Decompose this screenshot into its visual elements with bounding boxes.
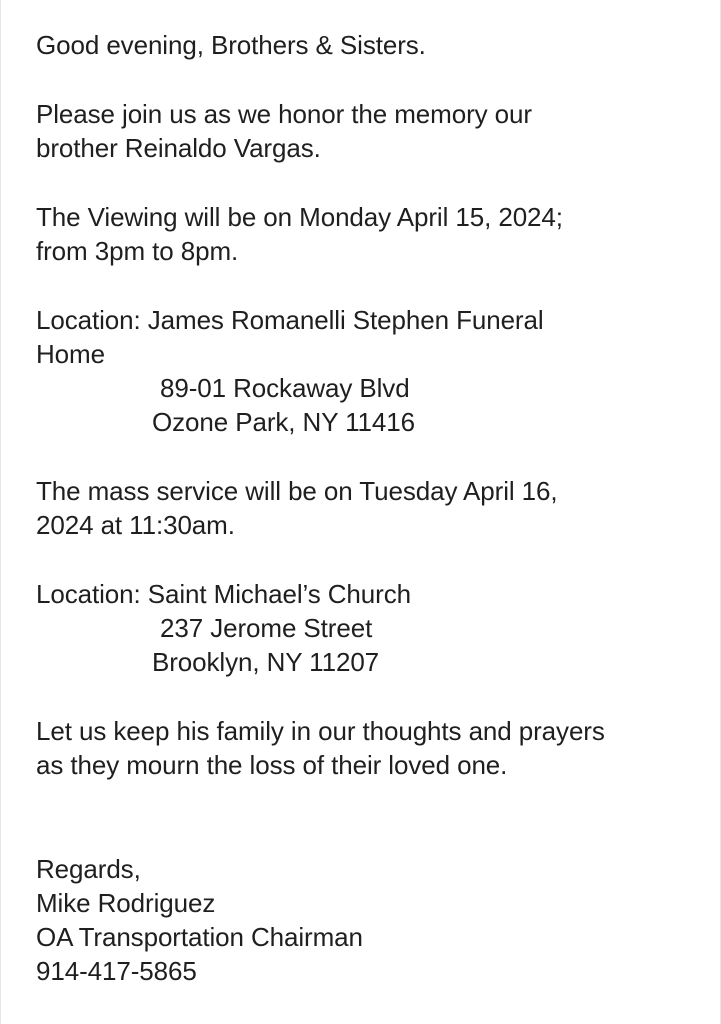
- viewing-location-label-cont: Home: [36, 339, 105, 369]
- viewing-address-line-1: 89-01 Rockaway Blvd: [160, 373, 410, 403]
- spacer: [36, 165, 706, 200]
- signature-name: Mike Rodriguez: [36, 888, 216, 918]
- mass-address-line-2: Brooklyn, NY 11207: [152, 647, 380, 677]
- mass-line-1: The mass service will be on Tuesday April 16,: [36, 476, 558, 506]
- closing-line-1: Let us keep his family in our thoughts and prayers: [36, 716, 605, 746]
- intro-line-2: brother Reinaldo Vargas.: [36, 133, 321, 163]
- signature-title: OA Transportation Chairman: [36, 922, 363, 952]
- viewing-line-2: from 3pm to 8pm.: [36, 236, 239, 266]
- message-body: [36, 28, 706, 988]
- signature-phone[interactable]: 914-417-5865: [36, 956, 197, 986]
- viewing-location-label: Location: James Romanelli Stephen Funeral: [36, 305, 544, 335]
- viewing-address-line-2: Ozone Park, NY 11416: [152, 407, 415, 437]
- intro-line-1: Please join us as we honor the memory our: [36, 99, 532, 129]
- mass-location-label: Location: Saint Michael’s Church: [36, 579, 411, 609]
- signature-regards: Regards,: [36, 854, 141, 884]
- spacer: [36, 62, 706, 97]
- spacer: [36, 782, 706, 852]
- mass-line-2: 2024 at 11:30am.: [36, 510, 235, 540]
- closing-line-2: as they mourn the loss of their loved one.: [36, 750, 508, 780]
- spacer: [36, 679, 706, 714]
- spacer: [36, 542, 706, 577]
- spacer: [36, 268, 706, 303]
- mass-address-line-1: 237 Jerome Street: [160, 613, 373, 643]
- viewing-line-1: The Viewing will be on Monday April 15, 2024;: [36, 202, 563, 232]
- spacer: [36, 439, 706, 474]
- greeting-text: Good evening, Brothers & Sisters.: [36, 30, 426, 60]
